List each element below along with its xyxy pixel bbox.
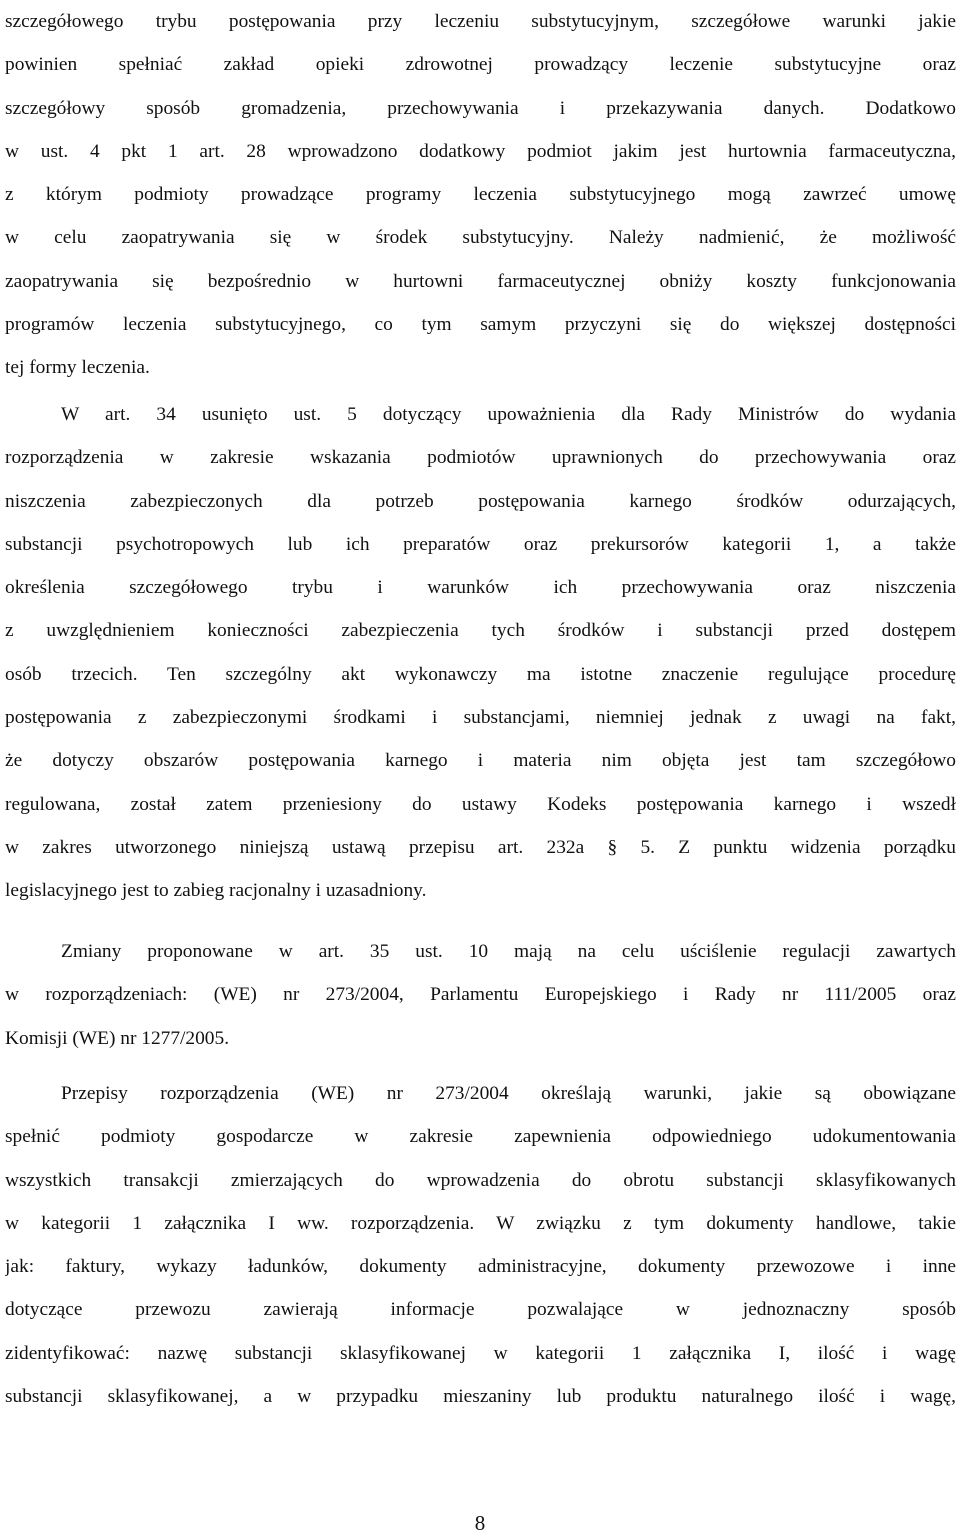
page-number: 8: [474, 1511, 486, 1535]
text-line: dotyczące przewozu zawierają informacje pozwalające w jednoznaczny sposób: [5, 1299, 956, 1321]
paragraph-art-35: [5, 930, 956, 1060]
text-line: w kategorii 1 załącznika I ww. rozporządzenia. W związku z tym dokumenty handlowe, takie: [5, 1212, 956, 1234]
text-line: zidentyfikować: nazwę substancji sklasyfikowanej w kategorii 1 załącznika I, ilość i wagę: [5, 1342, 956, 1364]
text-line: rozporządzenia w zakresie wskazania podmiotów uprawnionych do przechowywania oraz: [5, 447, 956, 469]
text-line: jak: faktury, wykazy ładunków, dokumenty administracyjne, dokumenty przewozowe i inne: [5, 1256, 956, 1278]
text-line: powinien spełniać zakład opieki zdrowotnej prowadzący leczenie substytucyjne oraz: [5, 54, 956, 76]
text-line: że dotyczy obszarów postępowania karnego i materia nim objęta jest tam szczegółowo: [5, 750, 956, 772]
paragraph-continuation: [5, 0, 956, 390]
text-line: zaopatrywania się bezpośrednio w hurtowni farmaceutycznej obniży koszty funkcjonowania: [5, 270, 956, 292]
text-line: legislacyjnego jest to zabieg racjonalny i uzasadniony.: [5, 880, 427, 902]
text-line: regulowana, został zatem przeniesiony do ustawy Kodeks postępowania karnego i wszedł: [5, 793, 956, 815]
text-line: z uwzględnieniem konieczności zabezpieczenia tych środków i substancji przed dostępem: [5, 620, 956, 642]
text-line: spełnić podmioty gospodarcze w zakresie zapewnienia odpowiedniego udokumentowania: [5, 1126, 956, 1148]
text-line: w ust. 4 pkt 1 art. 28 wprowadzono dodatkowy podmiot jakim jest hurtownia farmaceutyczna,: [5, 140, 956, 162]
text-line: Zmiany proponowane w art. 35 ust. 10 mają na celu uściślenie regulacji zawartych: [61, 941, 956, 962]
text-line: W art. 34 usunięto ust. 5 dotyczący upoważnienia dla Rady Ministrów do wydania: [61, 404, 956, 425]
text-line: z którym podmioty prowadzące programy leczenia substytucyjnego mogą zawrzeć umowę: [5, 184, 956, 206]
text-line: szczegółowego trybu postępowania przy leczeniu substytucyjnym, szczegółowe warunki jakie: [5, 11, 956, 32]
text-line: postępowania z zabezpieczonymi środkami i substancjami, niemniej jednak z uwagi na fakt,: [5, 707, 956, 729]
text-line: substancji psychotropowych lub ich preparatów oraz prekursorów kategorii 1, a także: [5, 533, 956, 555]
text-line: w celu zaopatrywania się w środek substytucyjny. Należy nadmienić, że możliwość: [5, 227, 956, 249]
text-line: programów leczenia substytucyjnego, co tym samym przyczyni się do większej dostępności: [5, 314, 956, 336]
text-line: substancji sklasyfikowanej, a w przypadku mieszaniny lub produktu naturalnego ilość i wagę,: [5, 1386, 956, 1408]
text-line: tej formy leczenia.: [5, 357, 150, 379]
document-page: [5, 0, 956, 1537]
text-line: niszczenia zabezpieczonych dla potrzeb postępowania karnego środków odurzających,: [5, 490, 956, 512]
text-line: szczegółowy sposób gromadzenia, przechowywania i przekazywania danych. Dodatkowo: [5, 97, 956, 119]
text-line: osób trzecich. Ten szczególny akt wykonawczy ma istotne znaczenie regulujące procedurę: [5, 663, 956, 685]
text-line: w zakres utworzonego niniejszą ustawą przepisu art. 232a § 5. Z punktu widzenia porządku: [5, 836, 956, 858]
paragraph-art-34: [5, 393, 956, 913]
text-line: w rozporządzeniach: (WE) nr 273/2004, Parlamentu Europejskiego i Rady nr 111/2005 oraz: [5, 984, 956, 1006]
text-line: określenia szczegółowego trybu i warunków ich przechowywania oraz niszczenia: [5, 577, 956, 599]
text-line: Komisji (WE) nr 1277/2005.: [5, 1027, 230, 1049]
paragraph-regulation: [5, 1072, 956, 1418]
text-line: Przepisy rozporządzenia (WE) nr 273/2004 określają warunki, jakie są obowiązane: [61, 1083, 956, 1104]
text-line: wszystkich transakcji zmierzających do wprowadzenia do obrotu substancji sklasyfikowanych: [5, 1169, 956, 1191]
